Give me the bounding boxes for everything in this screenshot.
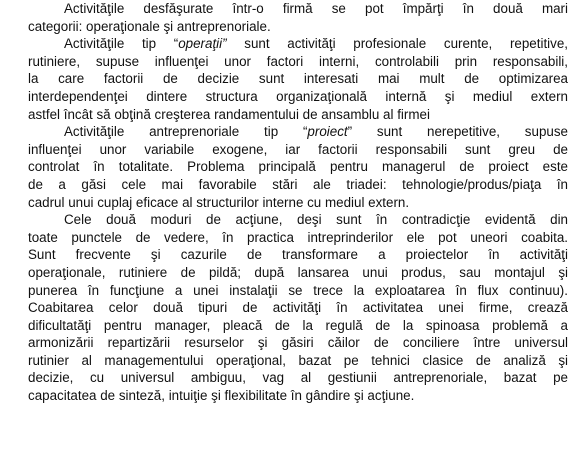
text-line: Activităţile desfăşurate într-o firmă se pot împărţi în două mari [64,1,568,16]
text-line: controlat în totalitate. Problema principală pentru managerul de proiect este [28,159,568,175]
paragraph-4 [28,211,568,405]
text-segment: sunt activităţi profesionale curente, repetitive, [226,36,568,52]
text-line: cadrul unui cuplaj eficace al structurilor interne cu mediul extern. [28,194,410,210]
text-segment: Activităţile tip “ [64,36,179,52]
paragraph-3 [28,123,568,211]
emphasis-operatii: operaţii” [178,36,227,52]
text-line: decizie, cu universul ambiguu, vag al gestiunii antreprenoriale, bazat pe [28,370,568,386]
text-segment: Activităţile antreprenoriale tip “ [64,124,308,140]
text-line: Cele două moduri de acţiune, deşi sunt în contradicţie evidentă din [64,212,568,228]
text-line: capacitatea de sinteză, intuiţie şi flexibilitate în gândire şi acţiune. [28,388,415,404]
text-line: Sunt frecvente şi cazurile de transformare a proiectelor în activităţi [28,247,568,263]
document-body [28,0,568,405]
text-line: toate punctele de vedere, în practica intreprinderilor ele pot uneori coabita. [28,229,568,245]
text-line: operaţionale, rutiniere de pildă; după lansarea unui produs, sau montajul şi [28,264,568,280]
text-line: punerea în funcţiune a unei instalaţii se trece la exploatarea în flux continuu). [28,282,568,298]
text-line: astfel încât să obţină creşterea randamentului de ansamblu al firmei [28,106,430,122]
text-line: armonizării repartizării resurselor şi găsiri căilor de conciliere între universul [28,335,568,351]
text-line: dificultatăţi pentru manager, pleacă de la regulă de la spinoasa problemă a [28,317,568,333]
text-line [28,35,568,53]
text-line: de a găsi cele mai favorabile stări ale triadei: tehnologie/produs/piaţa în [28,176,568,192]
emphasis-proiect: proiect [307,124,348,140]
text-line: influenţei unor variabile exogene, iar factorii responsabili sunt greu de [28,141,568,157]
text-line: rutiniere, supuse influenţei unor factori interni, controlabili prin responsabili, [28,53,568,69]
text-line: la care factorii de decizie sunt interesati mai mult de optimizarea [28,71,568,87]
text-line: categorii: operaţionale şi antreprenoriale. [28,18,271,34]
text-line: rutinier al managementului operaţional, bazat pe tehnici clasice de analiză şi [28,352,568,368]
text-line: Coabitarea celor două tipuri de activităţi în activitatea unei firme, crează [28,300,568,316]
text-line [28,123,568,141]
text-line: interdependenţei dintere structura organizaţională internă şi mediul extern [28,88,568,104]
paragraph-1 [28,0,568,35]
paragraph-2 [28,35,568,123]
text-segment: ” sunt nerepetitive, supuse [347,124,568,140]
